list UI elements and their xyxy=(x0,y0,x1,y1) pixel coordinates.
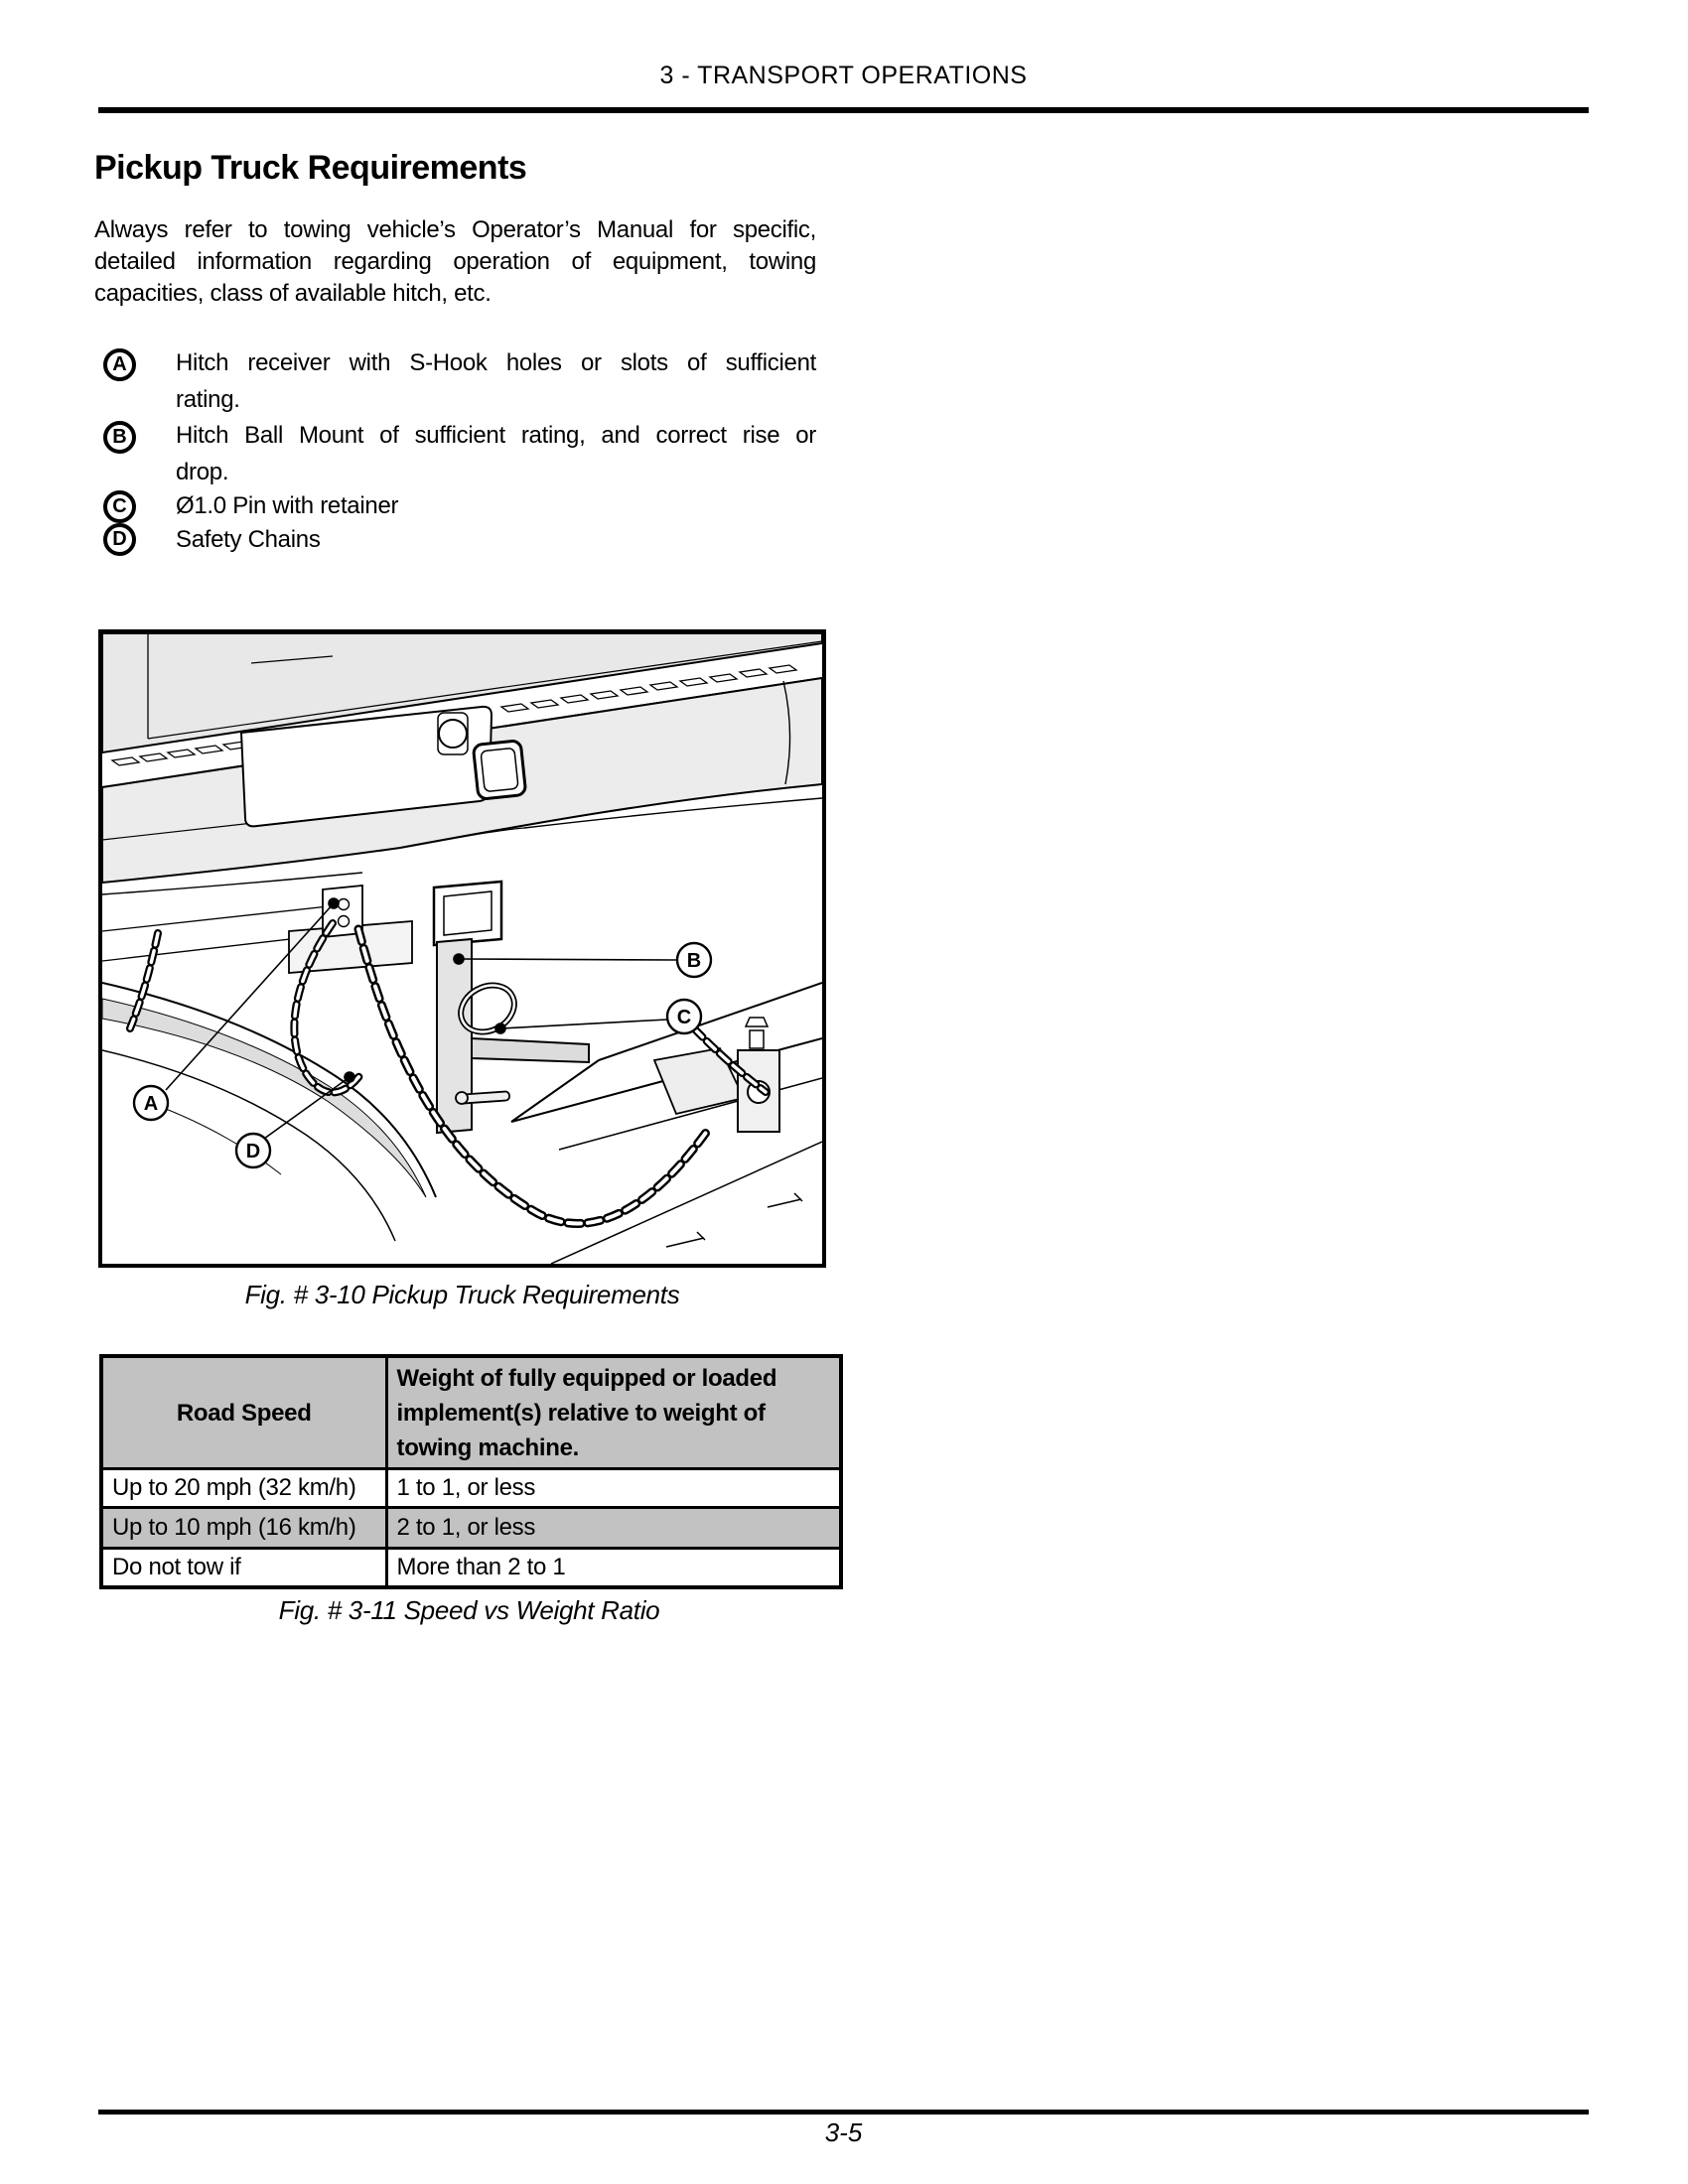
table-row xyxy=(101,1508,841,1549)
figure-callout-b: B xyxy=(686,950,702,972)
cell-speed: Do not tow if xyxy=(101,1549,386,1588)
callout-letter-a-icon: A xyxy=(103,348,136,381)
list-item-d xyxy=(176,521,816,558)
table-header-row xyxy=(101,1356,841,1469)
cell-speed: Up to 20 mph (32 km/h) xyxy=(101,1469,386,1508)
column-header-weight: Weight of fully equipped or loaded implement(s) relative to weight of towing machine. xyxy=(386,1356,841,1469)
column-header-road-speed: Road Speed xyxy=(101,1356,386,1469)
cell-ratio: More than 2 to 1 xyxy=(386,1549,841,1588)
callout-letter-d-icon: D xyxy=(103,523,136,556)
figure-callout-d: D xyxy=(245,1141,261,1162)
list-item-line: Hitch Ball Mount of sufficient rating, and correct rise or xyxy=(176,422,816,449)
figure-3-11-caption: Fig. # 3-11 Speed vs Weight Ratio xyxy=(278,1595,660,1625)
cell-ratio: 2 to 1, or less xyxy=(386,1508,841,1549)
intro-paragraph xyxy=(94,214,816,310)
list-item-line: drop. xyxy=(176,459,229,485)
list-item-line: Safety Chains xyxy=(176,526,321,553)
header-rule xyxy=(98,107,1589,113)
figure-callout-a: A xyxy=(143,1093,159,1115)
figure-3-10-frame xyxy=(98,629,826,1268)
section-heading: Pickup Truck Requirements xyxy=(94,149,527,187)
figure-3-10-caption: Fig. # 3-10 Pickup Truck Requirements xyxy=(244,1280,680,1309)
intro-line: capacities, class of available hitch, etc. xyxy=(94,280,492,307)
list-item-c xyxy=(176,487,816,524)
list-item-line: Ø1.0 Pin with retainer xyxy=(176,492,399,519)
speed-weight-table xyxy=(99,1354,843,1589)
cell-speed: Up to 10 mph (16 km/h) xyxy=(101,1508,386,1549)
list-item-line: rating. xyxy=(176,386,240,413)
footer-rule xyxy=(98,2110,1589,2115)
truck-hitch-illustration xyxy=(102,633,822,1264)
page-header-title: 3 - TRANSPORT OPERATIONS xyxy=(659,62,1028,89)
table-row xyxy=(101,1469,841,1508)
callout-letter-c-icon: C xyxy=(103,490,136,523)
table-row xyxy=(101,1549,841,1588)
intro-line: Always refer to towing vehicle’s Operator’s Manual for specific, xyxy=(94,216,816,243)
intro-line: detailed information regarding operation of equipment, towing xyxy=(94,248,816,275)
list-item-a xyxy=(176,344,816,418)
page-number: 3-5 xyxy=(824,2117,863,2147)
list-item-b xyxy=(176,417,816,490)
list-item-line: Hitch receiver with S-Hook holes or slots of sufficient xyxy=(176,349,816,376)
callout-letter-b-icon: B xyxy=(103,421,136,454)
cell-ratio: 1 to 1, or less xyxy=(386,1469,841,1508)
figure-callout-c: C xyxy=(676,1007,692,1028)
